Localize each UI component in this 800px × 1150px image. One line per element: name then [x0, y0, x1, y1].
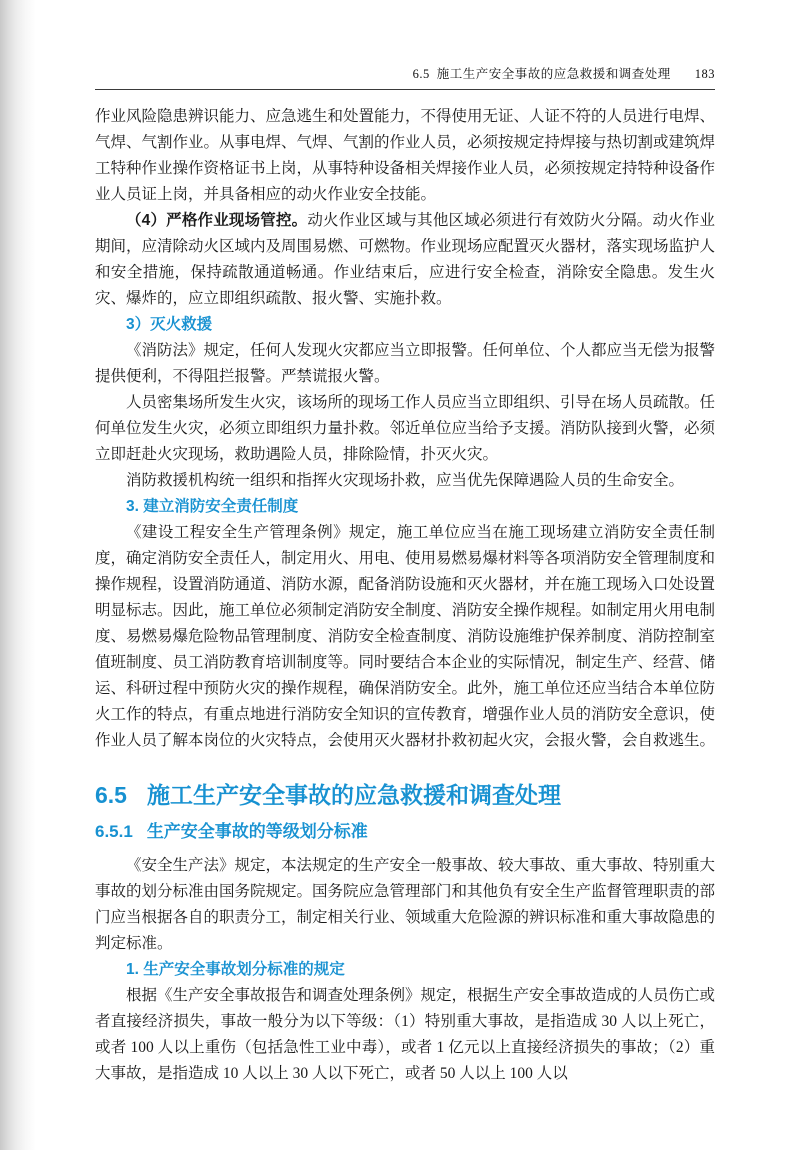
subsection-heading-number: 6.5.1 — [95, 822, 133, 841]
section-heading — [95, 780, 715, 810]
section-heading-title: 施工生产安全事故的应急救援和调查处理 — [146, 782, 561, 808]
paragraph-site-control-text: 动火作业区域与其他区域必须进行有效防火分隔。动火作业期间，应清除动火区域内及周围易燃、可燃物。作业现场应配置灭火器材，落实现场监护人和安全措施，保持疏散通道畅通。作业结束后，应进行安全检查，消除安全隐患。发生火灾、爆炸的，应立即组织疏散、报火警、实施扑救。 — [95, 212, 716, 307]
header-rule — [95, 89, 715, 90]
scan-edge-shadow — [0, 0, 36, 1150]
running-header-text — [95, 64, 715, 82]
header-page-number: 183 — [694, 67, 715, 81]
paragraph-responsibility-system: 《建设工程安全生产管理条例》规定，施工单位应当在施工现场建立消防安全责任制度，确定消防安全责任人，制定用火、用电、使用易燃易爆材料等各项消防安全管理制度和操作规程，设置消防通道、消防水源，配备消防设施和灭火器材，并在施工现场入口处设置明显标志。因此，施工单位必须制定消防安全制度、消防安全操作规程。如制定用火用电制度、易燃易爆危险物品管理制度、消防安全检查制度、消防设施维护保养制度、消防控制室值班制度、员工消防教育培训制度等。同时要结合本企业的实际情况，制定生产、经营、储运、科研过程中预防火灾的操作规程，确保消防安全。此外，施工单位还应当结合本单位防火工作的特点，有重点地进行消防安全知识的宣传教育，增强作业人员的消防安全意识，使作业人员了解本岗位的火灾特点，会使用灭火器材扑救初起火灾，会报火警，会自救逃生。 — [95, 524, 716, 749]
running-header — [95, 0, 715, 90]
runin-heading-site-control: （4）严格作业现场管控。 — [126, 212, 308, 229]
heading-fire-rescue: 3）灭火救援 — [126, 316, 213, 333]
paragraph-site-control — [95, 208, 715, 312]
heading-responsibility-system: 3. 建立消防安全责任制度 — [126, 498, 299, 515]
page-content — [95, 0, 715, 1087]
paragraph-fire-law: 《消防法》规定，任何人发现火灾都应当立即报警。任何单位、个人都应当无偿为报警提供便利，不得阻拦报警。严禁谎报火警。 — [95, 342, 716, 385]
paragraph-continuation: 作业风险隐患辨识能力、应急逃生和处置能力，不得使用无证、人证不符的人员进行电焊、气焊、气割作业。从事电焊、气焊、气割的作业人员，必须按规定持焊接与热切割或建筑焊工特种作业操作资格证书上岗，从事特种设备相关焊接作业人员，必须按规定持特种设备作业人员证上岗，并具备相应的动火作业安全技能。 — [95, 108, 716, 203]
subsection-heading-title: 生产安全事故的等级划分标准 — [146, 822, 368, 841]
header-chapter-title: 施工生产安全事故的应急救援和调查处理 — [436, 67, 671, 81]
subsection-heading — [95, 820, 715, 844]
section-heading-number: 6.5 — [95, 782, 127, 808]
paragraph-rescue-org: 消防救援机构统一组织和指挥火灾现场扑救，应当优先保障遇险人员的生命安全。 — [126, 472, 685, 489]
heading-classification-rules: 1. 生产安全事故划分标准的规定 — [126, 961, 345, 978]
paragraph-evacuation: 人员密集场所发生火灾，该场所的现场工作人员应当立即组织、引导在场人员疏散。任何单位发生火灾，必须立即组织力量扑救。邻近单位应当给予支援。消防队接到火警，必须立即赶赴火灾现场，救助遇险人员，排除险情，扑灭火灾。 — [95, 394, 716, 463]
paragraph-classification: 根据《生产安全事故报告和调查处理条例》规定，根据生产安全事故造成的人员伤亡或者直接经济损失，事故一般分为以下等级：（1）特别重大事故，是指造成 30 人以上死亡，或者 100 人以上重伤（包括急性工业中毒），或者 1 亿元以上直接经济损失的事故；（2）重大事故，是指造成 10 人以上 30 人以下死亡，或者 50 人以上 100 人以 — [95, 987, 716, 1082]
paragraph-grading-intro: 《安全生产法》规定，本法规定的生产安全一般事故、较大事故、重大事故、特别重大事故的划分标准由国务院规定。国务院应急管理部门和其他负有安全生产监督管理职责的部门应当根据各自的职责分工，制定相关行业、领域重大危险源的辨识标准和重大事故隐患的判定标准。 — [95, 857, 716, 952]
header-section-number: 6.5 — [412, 67, 430, 81]
page-body — [95, 104, 715, 1087]
